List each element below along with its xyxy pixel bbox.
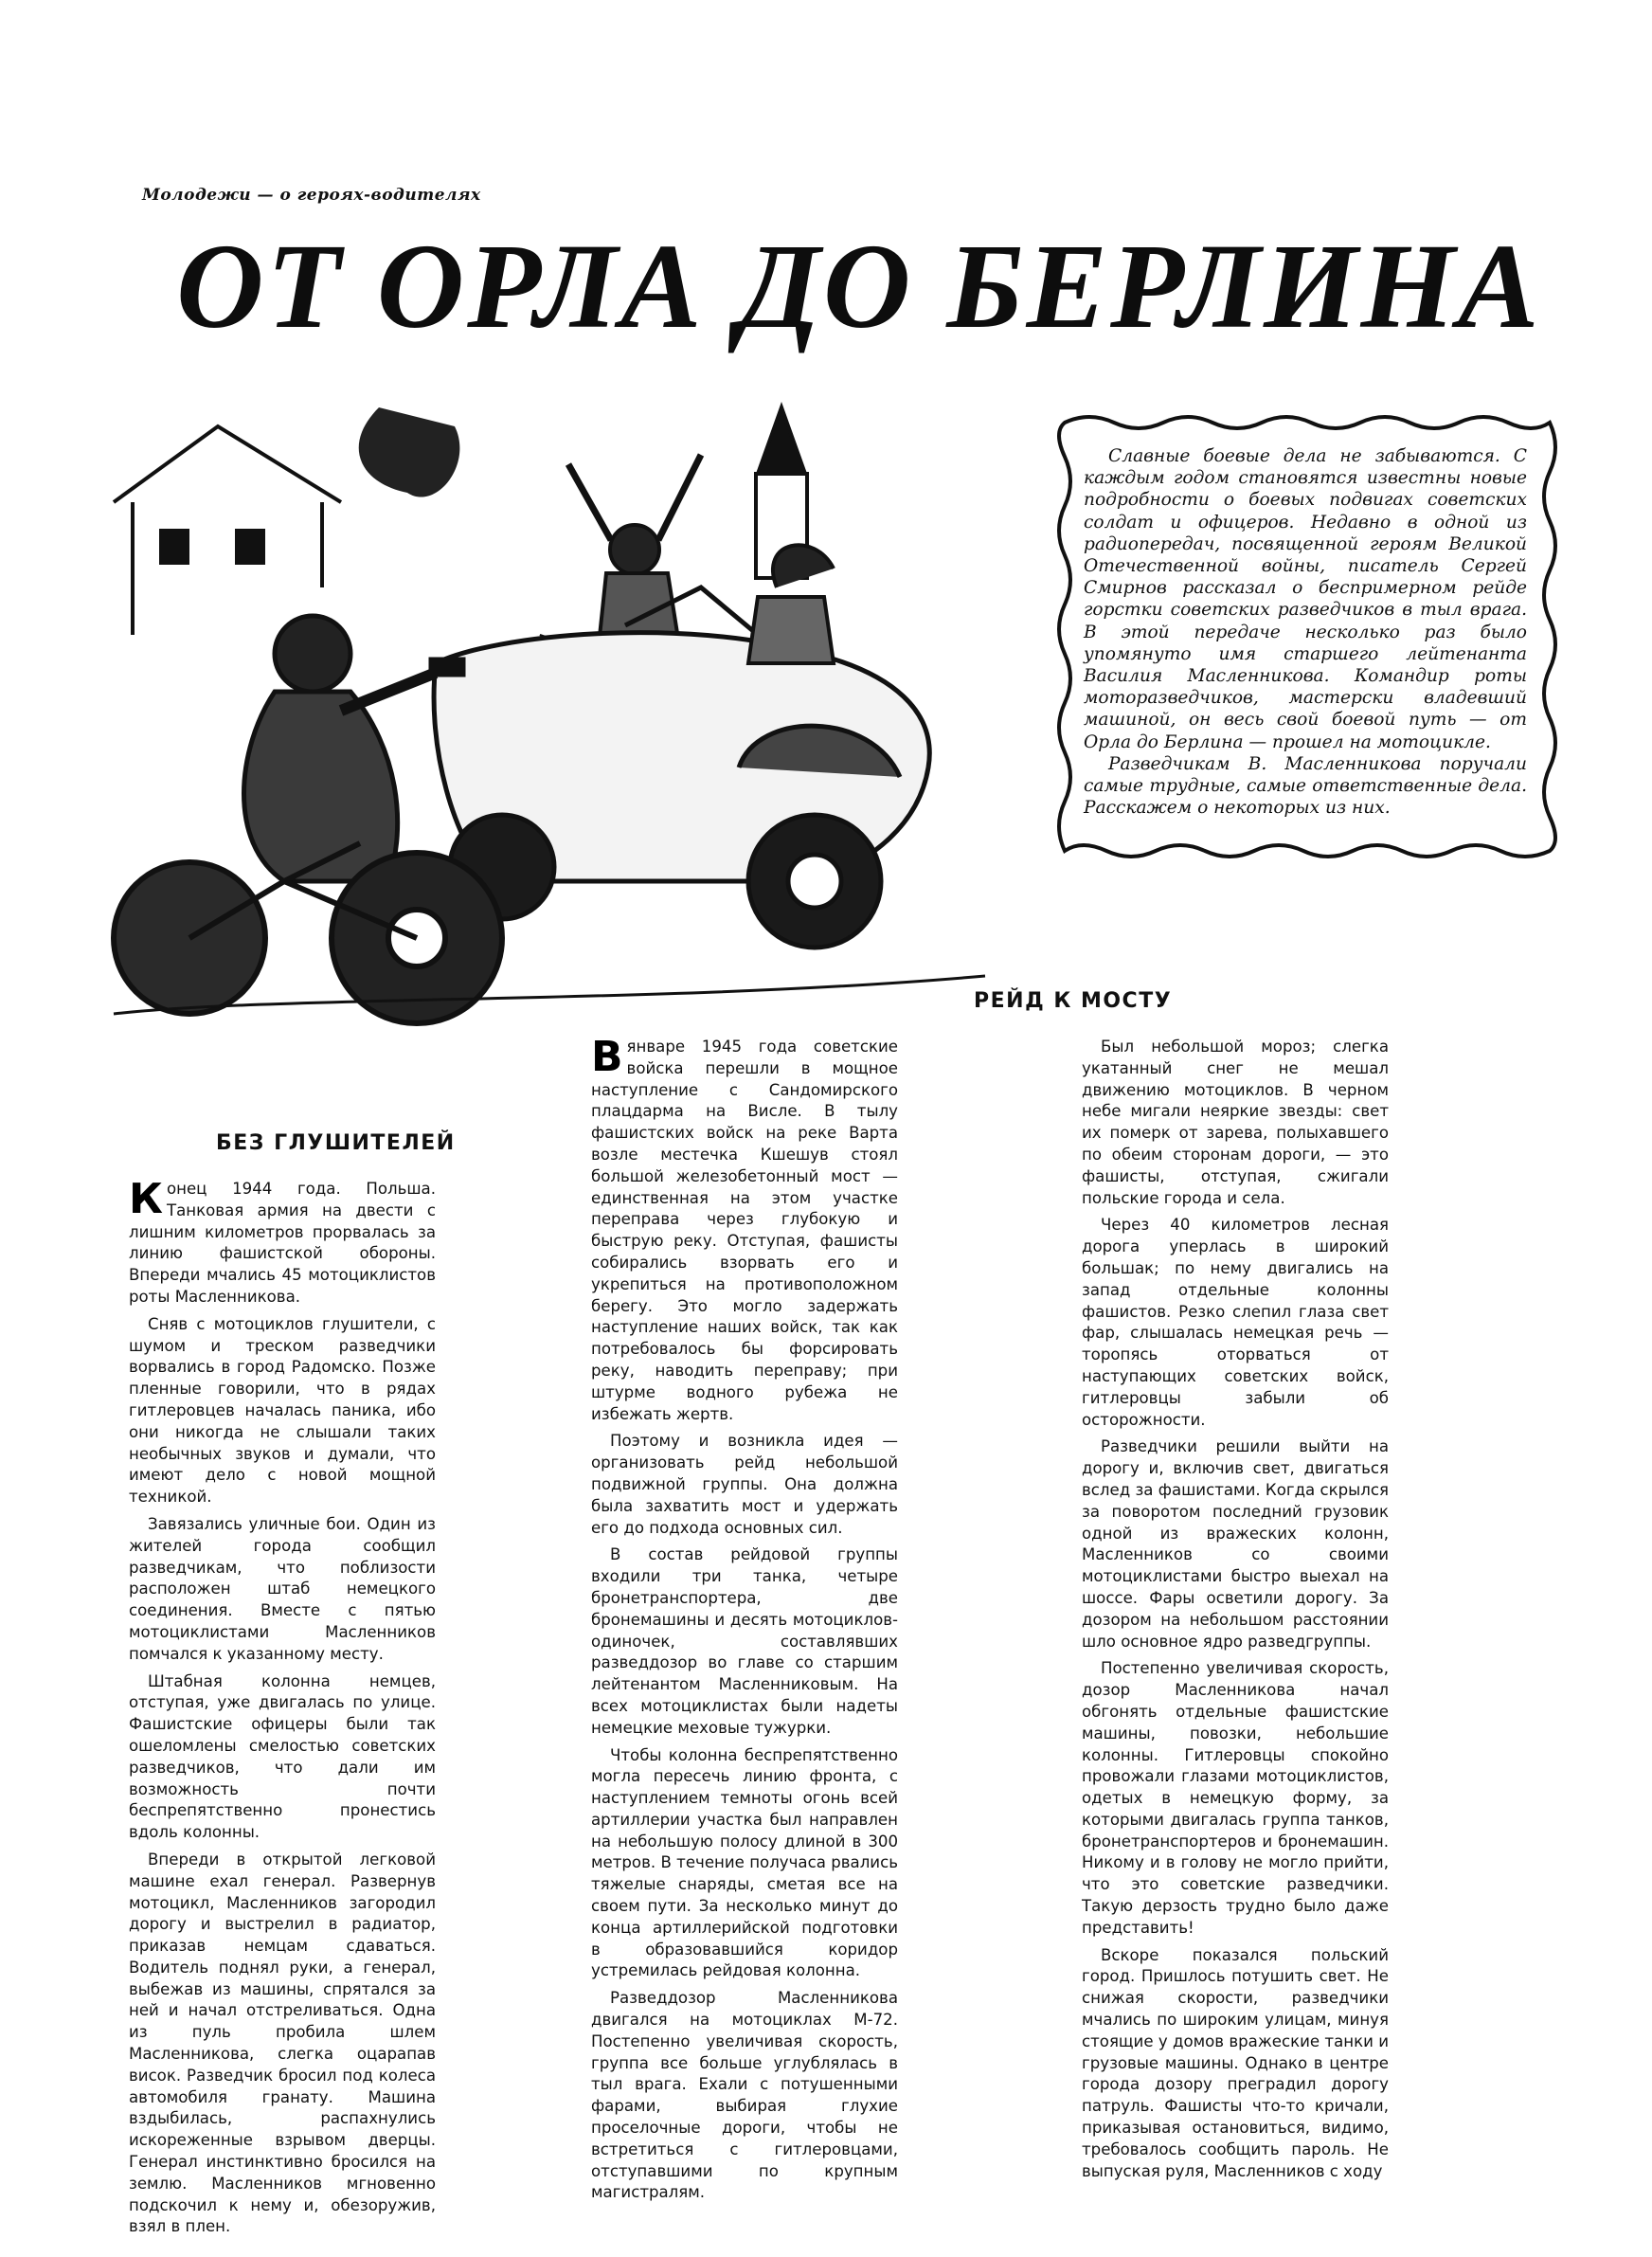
section2-paragraph: Чтобы колонна беспрепятственно могла пересечь линию фронта, с наступлением темноты огонь всей артиллерии участка был направлен на небольшую полосу длиной в 300 метров. В течение получаса рвались тяжелые снаряды, сметая все на своем пути. За несколько минут до конца артиллерийской подготовки в образовавшийся коридор устремилась рейдовая колонна.	[591, 1745, 898, 1980]
section1-paragraph: Завязались уличные бои. Один из жителей города сообщил разведчикам, что поблизости расположен штаб немецкого соединения. Вместе с пятью мотоциклистами Масленников помчался к указанному месту.	[129, 1514, 436, 1663]
dropcap-v: В	[591, 1033, 623, 1081]
soldier-helmet	[610, 525, 659, 574]
section1-paragraph: Штабная колонна немцев, отступая, уже двигалась по улице. Фашистские офицеры были так ошеломлены смелостью советских разведчиков, что дали им возможность почти беспрепятственно пронестись вдоль колонны.	[129, 1671, 436, 1842]
section1-first-paragraph	[129, 1175, 436, 1309]
section-title-1: БЕЗ ГЛУШИТЕЛЕЙ	[216, 1131, 456, 1155]
motorcycle	[114, 843, 502, 1023]
column-2	[591, 1033, 898, 2210]
intro-text	[1084, 445, 1527, 819]
section2-paragraph: Через 40 километров лесная дорога уперлась в широкий большак; по нему двигались на запад отдельные колонны фашистов. Резко слепил глаза свет фар, слышалась немецкая речь — торопясь оторваться от наступающих советских войск, гитлеровцы забыли об осторожности.	[1082, 1216, 1389, 1429]
village-background	[114, 407, 807, 635]
section2-paragraph: В состав рейдовой группы входили три танка, четыре бронетранспортера, две бронемашины и десять мотоциклов-одиночек, составлявших разведдозор во главе со старшим лейтенантом Масленниковым. На всех мотоциклистах были надеты немецкие меховые тужурки.	[591, 1545, 898, 1737]
section2-paragraph: Вскоре показался польский город. Пришлось потушить свет. Не снижая скорости, разведчики мчались по широким улицам, минуя стоящие у домов вражеские танки и грузовые машины. Однако в центре города дозору преградил дорогу патруль. Фашисты что-то кричали, приказывая остановиться, видимо, требовалось сообщить пароль. Не выпуская руля, Масленников с ходу	[1082, 1945, 1389, 2180]
car	[434, 587, 929, 948]
column-1	[129, 1175, 436, 2244]
house-window	[161, 531, 188, 563]
dropcap-k: К	[129, 1175, 163, 1223]
section1-paragraph: Сняв с мотоциклов глушители, с шумом и треском разведчики ворвались в город Радомско. Позже пленные говорили, что в рядах гитлеровцев началась паника, ибо они никогда не слышали таких необычных звуков и думали, что имеют дело с новой мощной техникой.	[129, 1314, 436, 1507]
intro-paragraph: Славные боевые дела не забываются. С каждым годом становятся известны новые подробности о боевых подвигах советских солдат и офицеров. Недавно в одной из радиопередач, посвященной героям Великой Отечественной войны, писатель Сергей Смирнов рассказал о беспримерном рейде горстки советских разведчиков в тыл врага. В этой передаче несколько раз было упомянуто имя старшего лейтенанта Василия Масленникова. Командир роты моторазведчиков, мастерски владевший машиной, он весь свой боевой путь — от Орла до Берлина — прошел на мотоцикле.	[1084, 446, 1527, 752]
rider-body	[244, 692, 398, 881]
section2-first-text: январе 1945 года советские войска перешли в мощное наступление с Сандомирского плацдарма на Висле. В тылу фашистских войск на реке Варта возле местечка Кшешув стоял большой железобетонный мост — единственная на этом участке переправа через глубокую и быструю реку. Отступая, фашисты собирались взорвать его и укрепиться на противоположном берегу. Это могло задержать наступление наших войск, так как потребовалось бы форсировать реку, наводить переправу; при штурме водного рубежа не избежать жертв.	[591, 1038, 898, 1423]
pistol	[431, 659, 463, 675]
house-roof	[114, 426, 341, 502]
house-wall	[133, 502, 322, 635]
section1-first-text: онец 1944 года. Польша. Танковая армия на двести с лишним километров прорвалась за линию фашистской обороны. Впереди мчались 45 мотоциклистов роты Масленникова.	[129, 1180, 436, 1306]
section-title-2: РЕЙД К МОСТУ	[974, 989, 1173, 1013]
rider-arm	[341, 673, 436, 711]
section1-paragraph: Впереди в открытой легковой машине ехал генерал. Развернув мотоцикл, Масленников загородил дорогу и выстрелил в радиатор, приказав немцам сдаваться. Водитель поднял руки, а генерал, выбежав из машины, спрятался за ней и начал отстреливаться. Одна из пуль пробила шлем Масленникова, слегка оцарапав висок. Разведчик бросил под колеса автомобиля гранату. Машина вздыбилась, распахнулись искореженные взрывом дверцы. Генерал инстинктивно бросился на землю. Масленников мгновенно подскочил к нему и, обезоружив, взял в плен.	[129, 1850, 436, 2236]
car-wheel-front-hub	[788, 855, 841, 908]
intro-paragraph: Разведчикам В. Масленникова поручали самые трудные, самые ответственные дела. Расскажем о некоторых из них.	[1084, 753, 1527, 819]
church-spire	[758, 407, 805, 474]
section2-paragraph: Поэтому и возникла идея — организовать рейд небольшой подвижной группы. Она должна была захватить мост и удержать его до подхода основных сил.	[591, 1432, 898, 1537]
intro-box	[1051, 409, 1563, 864]
section2-paragraph: Разведдозор Масленникова двигался на мотоциклах М-72. Постепенно увеличивая скорость, группа все больше углублялась в тыл врага. Ехали с потушенными фарами, выбирая глухие проселочные дороги, чтобы не встретиться с гитлеровцами, отступавшими по крупным магистралям.	[591, 1989, 898, 2202]
rubric: Молодежи — о героях-водителях	[142, 186, 481, 205]
column-3	[1082, 1037, 1389, 2188]
section2-paragraph: Был небольшой мороз; слегка укатанный снег не мешал движению мотоциклов. В черном небе мигали неяркие звезды: свет их померк от зарева, полыхавшего по обеим сторонам дороги, — это фашисты, отступая, сжигали польские города и села.	[1082, 1038, 1389, 1207]
car-officer	[748, 545, 834, 663]
rider-helmet	[275, 616, 350, 692]
house-window-2	[237, 531, 263, 563]
war-illustration	[95, 351, 1004, 1042]
tree-left	[359, 407, 460, 497]
section2-paragraph: Разведчики решили выйти на дорогу и, включив свет, двигаться вслед за фашистами. Когда скрылся за поворотом последний грузовик одной из вражеских колонн, Масленников со своими мотоциклистами быстро выехал на шоссе. Фары осветили дорогу. За дозором на небольшом расстоянии шло основное ядро разведгруппы.	[1082, 1437, 1389, 1651]
section2-paragraph: Постепенно увеличивая скорость, дозор Масленникова начал обгонять отдельные фашистские машины, повозки, небольшие колонны. Гитлеровцы спокойно провожали глазами мотоциклистов, одетых в немецкую форму, за которыми двигалась группа танков, бронетранспортеров и бронемашин. Никому и в голову не могло прийти, что это советские разведчики. Такую дерзость трудно было даже представить!	[1082, 1659, 1389, 1937]
motorcyclist	[244, 616, 464, 881]
section2-first-paragraph	[591, 1033, 898, 1425]
headline: ОТ ОРЛА ДО БЕРЛИНА	[176, 219, 1542, 353]
